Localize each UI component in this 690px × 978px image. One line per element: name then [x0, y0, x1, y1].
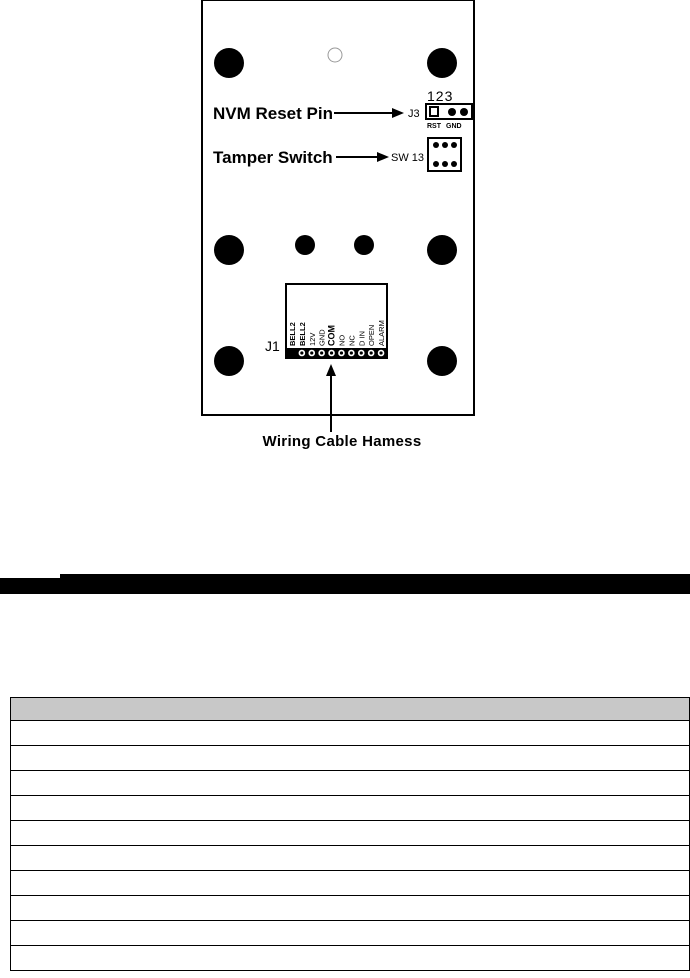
mounting-hole — [427, 48, 457, 78]
terminal-label: D IN — [357, 331, 367, 346]
terminal-label: OPEN — [367, 324, 377, 346]
tamper-switch-label: Tamper Switch — [213, 148, 333, 167]
table-cell — [11, 946, 690, 971]
j3-pin-2 — [448, 108, 456, 116]
j3-pin-numbers: 123 — [427, 88, 454, 104]
table-cell — [11, 921, 690, 946]
sw13-pin — [433, 142, 439, 148]
table-cell — [11, 746, 690, 771]
terminal-label: GND — [317, 329, 327, 346]
small-hole — [328, 48, 342, 62]
terminal-pin-center — [320, 351, 323, 354]
section-tab — [0, 574, 60, 578]
j3-pin-3 — [460, 108, 468, 116]
table-row — [11, 721, 690, 746]
sw13-label: SW 13 — [391, 152, 425, 164]
mounting-hole — [427, 346, 457, 376]
screw-hole — [295, 235, 315, 255]
terminal-pin-center — [360, 351, 363, 354]
terminal-pin-center — [350, 351, 353, 354]
j3-label: J3 — [408, 108, 420, 120]
table-cell — [11, 698, 690, 721]
table-cell — [11, 896, 690, 921]
terminal-pin-center — [300, 351, 303, 354]
terminal-label: 12V — [307, 332, 317, 346]
harness-label: Wiring Cable Hamess — [262, 433, 422, 450]
pin-assignment-table — [10, 697, 690, 971]
terminal-label: BELL2 — [287, 322, 297, 346]
mounting-hole — [214, 48, 244, 78]
mounting-hole — [214, 235, 244, 265]
mounting-hole — [214, 346, 244, 376]
terminal-pin-center — [340, 351, 343, 354]
table-row — [11, 846, 690, 871]
sw13-pin — [442, 161, 448, 167]
terminal-pin-center — [310, 351, 313, 354]
terminal-label: NC — [347, 335, 357, 346]
terminal-label: NO — [337, 334, 347, 346]
sw13-pin — [433, 161, 439, 167]
terminal-pin-center — [330, 351, 333, 354]
sw13-pin — [451, 161, 457, 167]
table-row — [11, 771, 690, 796]
table-row — [11, 896, 690, 921]
table-row — [11, 821, 690, 846]
board-diagram — [0, 0, 690, 470]
terminal-label: COM — [326, 325, 337, 346]
table-cell — [11, 721, 690, 746]
terminal-label: ALARM — [377, 320, 387, 346]
sw13-pin — [442, 142, 448, 148]
screw-hole — [354, 235, 374, 255]
terminal-pin-center — [379, 351, 382, 354]
table-row — [11, 746, 690, 771]
terminal-label: BELL2 — [297, 322, 307, 346]
mounting-hole — [427, 235, 457, 265]
nvm-reset-label: NVM Reset Pin — [213, 104, 333, 123]
table-row — [11, 946, 690, 971]
table-cell — [11, 821, 690, 846]
table-cell — [11, 846, 690, 871]
j1-label: J1 — [265, 338, 280, 354]
j3-gnd-label: GND — [446, 123, 462, 130]
sw13-pin — [451, 142, 457, 148]
j3-pin-1 — [430, 107, 438, 116]
j1-terminal-block — [287, 320, 386, 358]
table-cell — [11, 796, 690, 821]
table-row — [11, 796, 690, 821]
table-row — [11, 921, 690, 946]
table-cell — [11, 871, 690, 896]
j3-rst-label: RST — [427, 123, 441, 130]
table-cell — [11, 771, 690, 796]
table-header-row — [11, 698, 690, 721]
section-header-bar — [0, 574, 690, 594]
terminal-pin-center — [370, 351, 373, 354]
table-row — [11, 871, 690, 896]
